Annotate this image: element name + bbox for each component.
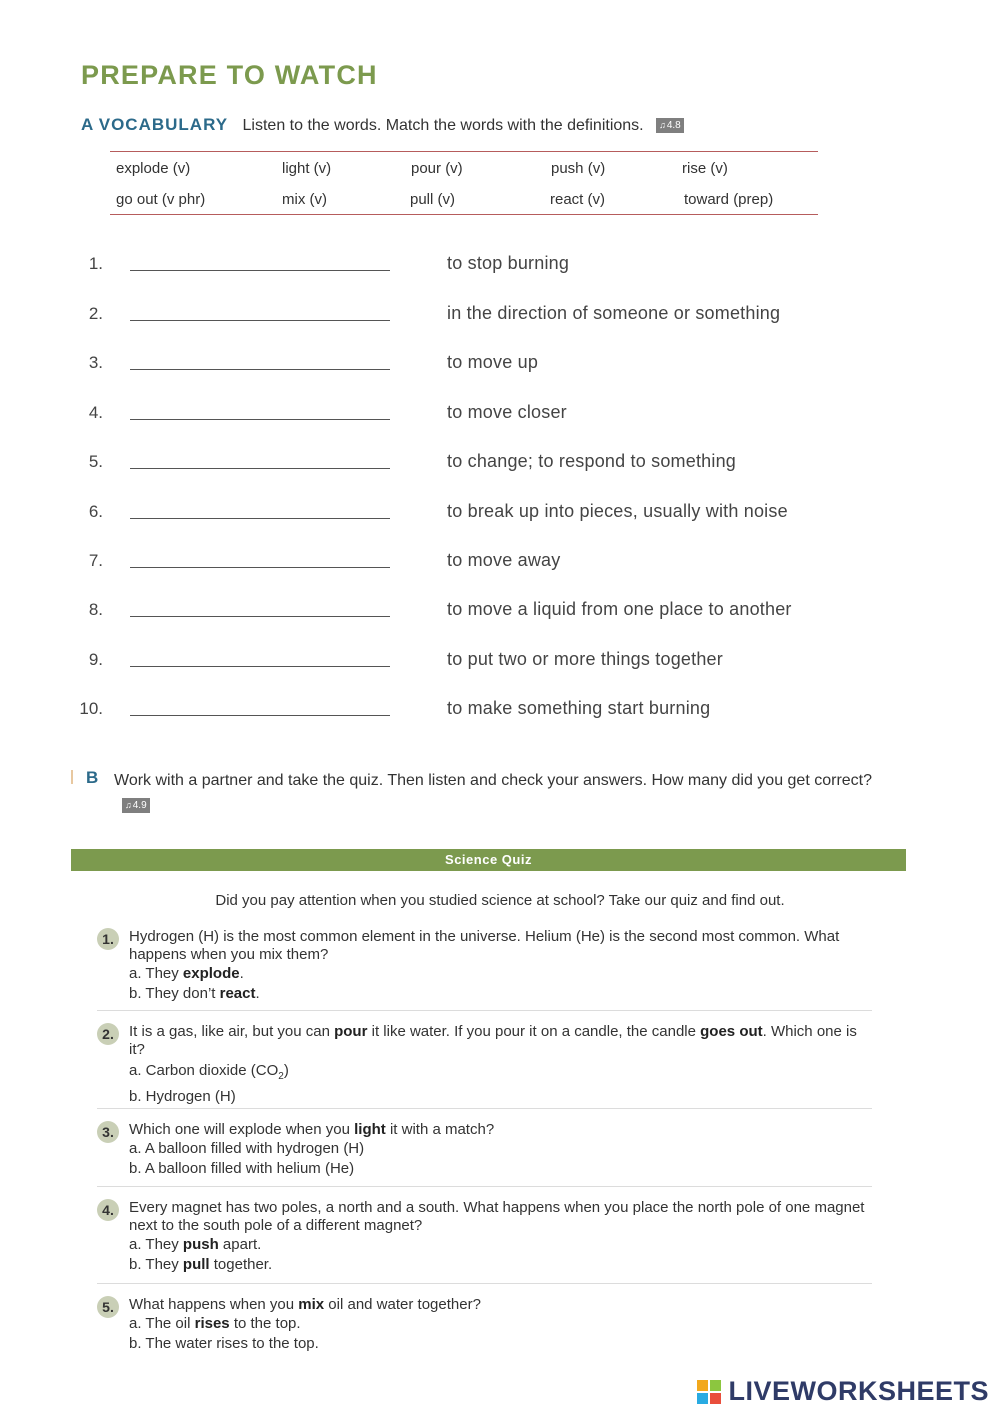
audio-track-badge[interactable]	[122, 798, 150, 813]
section-a-label: VOCABULARY	[98, 115, 229, 134]
headphones-icon: ♫	[659, 120, 666, 130]
question-text: Hydrogen (H) is the most common element in the universe. Helium (He) is the second most common. What happens when you mix them?	[129, 928, 840, 963]
headphones-icon: ♫	[125, 800, 132, 810]
word-item: pull (v)	[410, 191, 456, 208]
divider	[97, 1108, 872, 1109]
section-a-instruction: Listen to the words. Match the words with the definitions.	[242, 117, 644, 134]
quiz-intro: Did you pay attention when you studied science at school? Take our quiz and find out.	[215, 892, 785, 909]
answer-option[interactable]: a. Carbon dioxide $(CO_2)$	[129, 1062, 289, 1082]
word-box	[110, 151, 818, 215]
answer-option[interactable]: a. The oil rises to the top.	[129, 1315, 301, 1332]
divider	[97, 1010, 872, 1011]
section-b-letter: B	[86, 768, 99, 787]
question-number-badge: 3.	[97, 1121, 119, 1143]
section-b-text: Work with a partner and take the quiz. Then listen and check your answers. How many did you get correct?	[114, 772, 873, 789]
item-number: 3.	[88, 353, 103, 372]
answer-blank[interactable]	[130, 270, 390, 271]
answer-blank[interactable]	[130, 419, 390, 420]
answer-option[interactable]: a. They push apart.	[129, 1236, 262, 1253]
quiz-question-5	[97, 1296, 872, 1354]
definition: to move away	[447, 550, 561, 570]
question-text: It is a gas, like air, but you can pour it like water. If you pour it on a candle, the candle goes out. Which one is it?	[129, 1023, 857, 1058]
question-text: Which one will explode when you light it with a match?	[129, 1121, 495, 1138]
item-number: 6.	[88, 502, 103, 521]
definition: to move up	[447, 352, 539, 372]
answer-blank[interactable]	[130, 468, 390, 469]
audio-track-number: 4.9	[132, 800, 147, 811]
definition: to break up into pieces, usually with noise	[447, 501, 788, 521]
word-item: push (v)	[551, 160, 606, 177]
page-title: PREPARE TO WATCH	[81, 60, 378, 90]
word-item: mix (v)	[282, 191, 327, 208]
word-item: toward (prep)	[684, 191, 774, 208]
definition: to change; to respond to something	[447, 451, 736, 471]
word-item: go out (v phr)	[116, 191, 206, 208]
liveworksheets-mark-icon	[697, 1380, 721, 1404]
section-b-instruction	[114, 768, 904, 818]
definition: to make something start burning	[447, 698, 711, 718]
answer-blank[interactable]	[130, 320, 390, 321]
definition: to put two or more things together	[447, 649, 723, 669]
word-item: light (v)	[282, 160, 332, 177]
question-number-badge: 4.	[97, 1199, 119, 1221]
answer-blank[interactable]	[130, 616, 390, 617]
audio-track-badge[interactable]	[656, 118, 684, 133]
item-number: 4.	[88, 403, 103, 422]
divider	[97, 1186, 872, 1187]
answer-option[interactable]: b. They pull together.	[129, 1256, 273, 1273]
item-number: 10.	[79, 699, 103, 718]
question-text: What happens when you mix oil and water together?	[129, 1296, 481, 1313]
item-number: 5.	[88, 452, 103, 471]
answer-option[interactable]: a. They explode.	[129, 965, 244, 982]
definition: to stop burning	[447, 253, 570, 273]
question-text: Every magnet has two poles, a north and a south. What happens when you place the north pole of one magnet next to the south pole of a different magnet?	[129, 1199, 865, 1234]
definition: in the direction of someone or something	[447, 303, 781, 323]
answer-option[interactable]: b. They don’t react.	[129, 985, 260, 1002]
word-item: rise (v)	[682, 160, 728, 177]
answer-option[interactable]: b. The water rises to the top.	[129, 1335, 319, 1352]
answer-option[interactable]: b. Hydrogen (H)	[129, 1088, 236, 1105]
quiz-question-3	[97, 1121, 872, 1179]
margin-mark	[71, 770, 73, 784]
answer-blank[interactable]	[130, 369, 390, 370]
answer-option[interactable]: b. A balloon filled with helium (He)	[129, 1160, 355, 1177]
answer-blank[interactable]	[130, 567, 390, 568]
item-number: 7.	[88, 551, 103, 570]
quiz-question-2	[97, 1023, 872, 1107]
answer-blank[interactable]	[130, 666, 390, 667]
question-number-badge: 1.	[97, 928, 119, 950]
section-a-heading	[81, 115, 684, 135]
item-number: 9.	[88, 650, 103, 669]
word-item: explode (v)	[116, 160, 191, 177]
answer-blank[interactable]	[130, 518, 390, 519]
item-number: 8.	[88, 600, 103, 619]
definition: to move a liquid from one place to another	[447, 599, 792, 619]
item-number: 2.	[88, 304, 103, 323]
section-a-letter: A	[81, 115, 95, 134]
question-number-badge: 5.	[97, 1296, 119, 1318]
question-number-badge: 2.	[97, 1023, 119, 1045]
quiz-question-1	[97, 928, 872, 1004]
answer-option[interactable]: a. A balloon filled with hydrogen (H)	[129, 1140, 365, 1157]
word-item: pour (v)	[411, 160, 463, 177]
quiz-header: Science Quiz	[71, 849, 906, 871]
logo-text: LIVEWORKSHEETS	[728, 1376, 989, 1406]
answer-blank[interactable]	[130, 715, 390, 716]
item-number: 1.	[88, 254, 103, 273]
definition: to move closer	[447, 402, 567, 422]
quiz-question-4	[97, 1199, 872, 1275]
audio-track-number: 4.8	[666, 120, 681, 131]
word-item: react (v)	[550, 191, 606, 208]
divider	[97, 1283, 872, 1284]
liveworksheets-logo[interactable]	[697, 1376, 989, 1410]
